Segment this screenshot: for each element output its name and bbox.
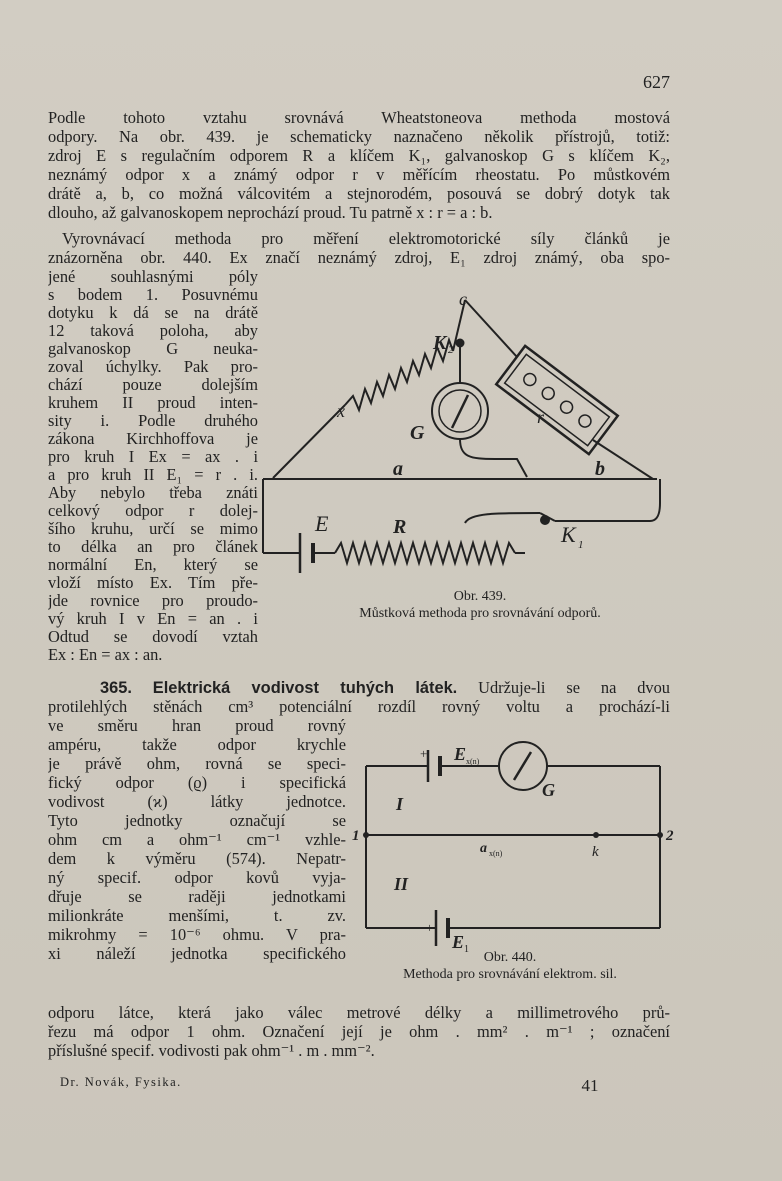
text-line: Aby nebylo třeba znáti <box>48 483 258 502</box>
wire-left-lower <box>273 405 345 478</box>
text-line: galvanoskop G neuka- <box>48 339 258 358</box>
label-ii: II <box>394 874 409 894</box>
text-line: znázorněna obr. 440. Ex značí neznámý zdroj, E₁ zdroj známý, oba spo- <box>48 248 670 267</box>
page-number: 627 <box>643 72 670 92</box>
text-line: ampéru, takže odpor krychle <box>48 735 346 754</box>
text-line: jde rovnice pro proudo- <box>48 591 258 610</box>
slider-contact-wire <box>460 439 527 477</box>
label-c: c <box>459 289 467 309</box>
text-line: pro kruh I Ex = ax . i <box>48 447 258 466</box>
text-line: je právě ohm, rovná se speci- <box>48 754 346 773</box>
text-line: Tyto jednotky označují se <box>48 811 346 830</box>
text-line: vodivost (ϰ) látky jednotce. <box>48 792 346 811</box>
label-g: G <box>410 422 425 444</box>
section-heading-rest: Udržuje-li se na dvou <box>478 678 670 697</box>
node-1 <box>363 832 369 838</box>
label-1: 1 <box>352 828 360 844</box>
text-line: sity i. Podle druhého <box>48 411 258 430</box>
text-line: xi náleží jednotka specifického <box>48 944 346 963</box>
text-line: kruhem II proud inten- <box>48 393 258 412</box>
text-line: dem k výměru (574). Nepatr- <box>48 849 346 868</box>
text-line: protilehlých stěnách cm³ potenciální rozdíl rovný voltu a prochází-li <box>48 697 670 716</box>
label-e1: E <box>452 932 465 952</box>
text-line: chází pouze dolejším <box>48 375 258 394</box>
section-heading-365 <box>100 678 670 698</box>
label-g: G <box>542 780 555 800</box>
text-line: celkový odpor r dolej- <box>48 501 258 520</box>
text-line: vloží místo Ex. Tím pře- <box>48 573 258 592</box>
text-line: šího kruhu, určí se mimo <box>48 519 258 538</box>
resistor-r-zigzag <box>335 543 515 563</box>
label-e1-sub: 1 <box>464 944 469 955</box>
label-b: b <box>595 458 605 480</box>
k1-key-arm <box>465 513 540 523</box>
label-r-resistor: R <box>393 516 407 538</box>
label-x: x <box>337 401 345 421</box>
figure-439-caption: Můstková methoda pro srovnávání odporů. <box>359 606 601 621</box>
text-line: mikrohmy = 10⁻⁶ ohmu. V pra- <box>48 925 346 944</box>
label-k1: K <box>561 522 576 547</box>
text-line: drátě a, b, co možná válcovitém a stejnorodém, posouvá se dobrý dotyk tak <box>48 184 670 203</box>
text-line: fický odpor (ϱ) i specifická <box>48 773 346 792</box>
galvanometer-needle <box>452 395 468 428</box>
label-k: k <box>592 844 599 860</box>
label-plus-ex: + <box>420 746 428 761</box>
text-line: odpory. Na obr. 439. je schematicky naznačeno několik přístrojů, totiž: <box>48 127 670 146</box>
figure-439-caption-number: Obr. 439. <box>453 589 507 604</box>
label-plus-e1: + <box>426 920 434 935</box>
label-ex-sub: x(n) <box>466 757 480 766</box>
label-ax-sub: x(n) <box>489 849 503 858</box>
text-line: ný specif. odpor kovů vyja- <box>48 868 346 887</box>
wire-right-upper <box>465 300 517 357</box>
label-k2: K <box>433 332 447 354</box>
node-2 <box>657 832 663 838</box>
text-line: Vyrovnávací methoda pro měření elektromotorické síly článků je <box>62 229 670 248</box>
text-line: odporu látce, která jako válec metrové délky a millimetrového prů- <box>48 1003 670 1022</box>
label-ex: E <box>454 744 467 764</box>
label-a: a <box>393 458 403 480</box>
text-line: příslušné specif. vodivosti pak ohm⁻¹ . m . mm⁻². <box>48 1041 375 1060</box>
galvanometer-needle <box>514 752 531 780</box>
text-line: 12 taková poloha, aby <box>48 321 258 340</box>
text-line: zákona Kirchhoffova je <box>48 429 258 448</box>
section-title: Elektrická vodivost tuhých látek. <box>152 679 458 697</box>
text-line: to délka an pro článek <box>48 537 258 556</box>
text-line: ve směru hran proud rovný <box>48 716 346 735</box>
label-e: E <box>315 511 329 536</box>
text-line: a pro kruh II E₁ = r . i. <box>48 465 258 484</box>
rheostat-r <box>496 346 618 454</box>
text-line: dřuje se raději jednotkami <box>48 887 346 906</box>
label-i: I <box>396 794 404 814</box>
text-line: zoval úchylky. Pak pro- <box>48 357 258 376</box>
section-number: 365. <box>100 679 132 697</box>
label-k1-sub: 1 <box>578 539 584 551</box>
text-line: milionkráte menšími, t. zv. <box>48 906 346 925</box>
label-2: 2 <box>666 828 674 844</box>
label-r: r <box>537 407 545 427</box>
text-line: normální En, který se <box>48 555 258 574</box>
label-ax: a <box>480 841 487 856</box>
text-line: ohm cm a ohm⁻¹ cm⁻¹ vzhle- <box>48 830 346 849</box>
text-line: vý kruh I v En = an . i <box>48 609 258 628</box>
k2-key <box>457 340 464 347</box>
text-line: zdroj E s regulačním odporem R a klíčem K₁, galvanoskop G s klíčem K₂, <box>48 146 670 165</box>
text-line: jené souhlasnými póly <box>48 267 258 286</box>
text-line: dlouho, až galvanoskopem neprochází proud. Tu patrně x : r = a : b. <box>48 203 493 222</box>
signature-number: 41 <box>581 1076 599 1095</box>
figure-440-compensation-circuit <box>348 730 678 960</box>
text-line: Podle tohoto vztahu srovnává Wheatstoneova methoda mostová <box>48 108 670 127</box>
wire-right-return <box>555 479 660 521</box>
k1-contact <box>541 516 549 524</box>
text-line: Odtud se dovodí vztah <box>48 627 258 646</box>
text-line: řezu má odpor 1 ohm. Označení její je ohm . mm² . m⁻¹ ; označení <box>48 1022 670 1041</box>
contact-k <box>593 832 599 838</box>
figure-439-wheatstone-bridge <box>255 285 675 585</box>
text-line: dotyku k dá se na drátě <box>48 303 258 322</box>
figure-440-caption-number: Obr. 440. <box>483 950 537 965</box>
text-line: s bodem 1. Posuvnému <box>48 285 258 304</box>
text-line: Ex : En = ax : an. <box>48 645 163 664</box>
figure-440-caption: Methoda pro srovnávání elektrom. sil. <box>403 967 617 982</box>
label-k2-sub: 2 <box>448 344 454 356</box>
footer-author: Dr. Novák, Fysika. <box>60 1075 182 1089</box>
text-line: neznámý odpor x a známý odpor r v měřícím rheostatu. Po můstkovém <box>48 165 670 184</box>
